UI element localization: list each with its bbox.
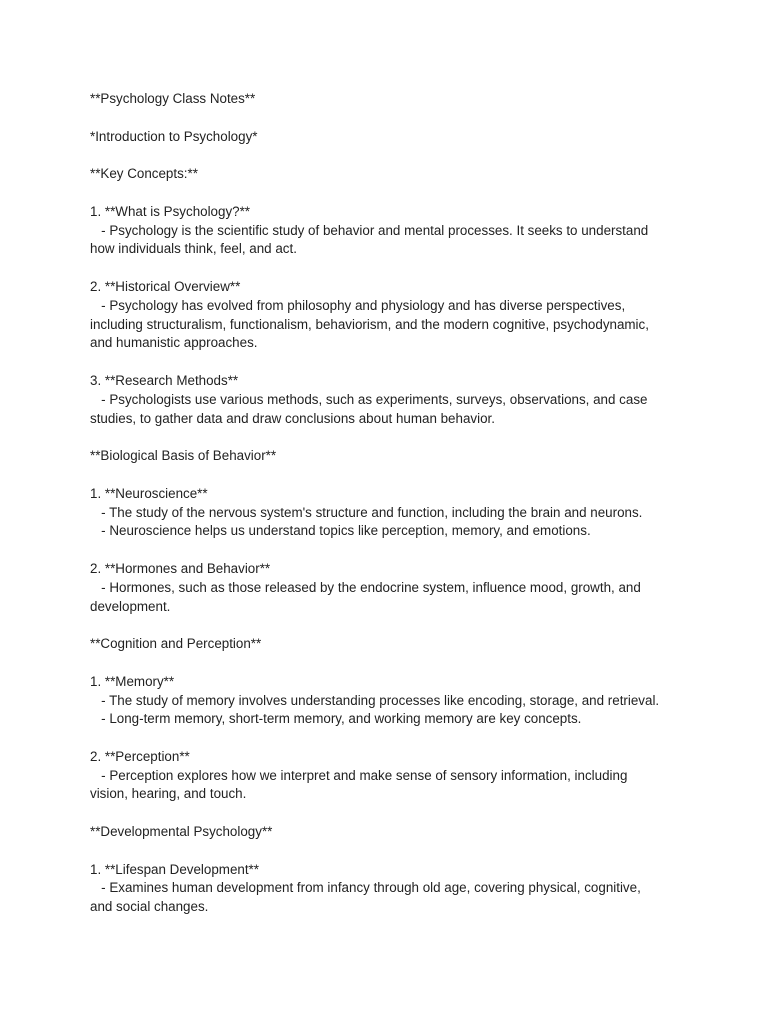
text-line: 1. **What is Psychology?** xyxy=(90,203,251,219)
text-line: *Introduction to Psychology* xyxy=(90,128,258,144)
blank-line xyxy=(90,616,690,635)
blank-line xyxy=(90,184,690,203)
blank-line xyxy=(90,842,690,861)
blank-line xyxy=(90,466,690,485)
text-line: - The study of memory involves understanding processes like encoding, storage, and retrieval. xyxy=(90,692,660,708)
text-line: - Neuroscience helps us understand topics like perception, memory, and emotions. xyxy=(90,523,591,539)
text-line: 3. **Research Methods** xyxy=(90,372,239,388)
blank-line xyxy=(90,804,690,823)
blank-line xyxy=(90,428,690,447)
text-line: 1. **Lifespan Development** xyxy=(90,861,259,877)
text-line: 2. **Hormones and Behavior** xyxy=(90,560,271,576)
blank-line xyxy=(90,109,690,128)
text-line: including structuralism, functionalism, behaviorism, and the modern cognitive, psychodynamic, xyxy=(90,316,649,332)
blank-line xyxy=(90,353,690,372)
text-line: 1. **Neuroscience** xyxy=(90,485,208,501)
blank-line xyxy=(90,146,690,165)
text-line: - Examines human development from infancy through old age, covering physical, cognitive, xyxy=(90,880,641,896)
document-page xyxy=(90,90,690,917)
text-line: **Developmental Psychology** xyxy=(90,824,273,840)
text-line: - Perception explores how we interpret and make sense of sensory information, including xyxy=(90,767,628,783)
text-line: vision, hearing, and touch. xyxy=(90,786,247,802)
text-line: - Hormones, such as those released by the endocrine system, influence mood, growth, and xyxy=(90,579,641,595)
text-line: - The study of the nervous system's structure and function, including the brain and neurons. xyxy=(90,504,643,520)
text-line: development. xyxy=(90,598,171,614)
blank-line xyxy=(90,259,690,278)
text-line: - Psychologists use various methods, such as experiments, surveys, observations, and case xyxy=(90,391,648,407)
text-line: - Psychology has evolved from philosophy and physiology and has diverse perspectives, xyxy=(90,297,626,313)
text-line: how individuals think, feel, and act. xyxy=(90,241,297,257)
blank-line xyxy=(90,541,690,560)
text-line: - Psychology is the scientific study of behavior and mental processes. It seeks to understand xyxy=(90,222,649,238)
text-line: and social changes. xyxy=(90,899,209,915)
text-line: 2. **Perception** xyxy=(90,748,190,764)
text-line: **Biological Basis of Behavior** xyxy=(90,448,277,464)
blank-line xyxy=(90,654,690,673)
text-line: - Long-term memory, short-term memory, and working memory are key concepts. xyxy=(90,711,582,727)
text-line: **Cognition and Perception** xyxy=(90,636,262,652)
text-line: 2. **Historical Overview** xyxy=(90,278,241,294)
text-line: and humanistic approaches. xyxy=(90,335,258,351)
text-line: **Psychology Class Notes** xyxy=(90,91,256,106)
text-line: **Key Concepts:** xyxy=(90,166,198,182)
text-line: studies, to gather data and draw conclusions about human behavior. xyxy=(90,410,495,426)
blank-line xyxy=(90,729,690,748)
text-line: 1. **Memory** xyxy=(90,673,175,689)
